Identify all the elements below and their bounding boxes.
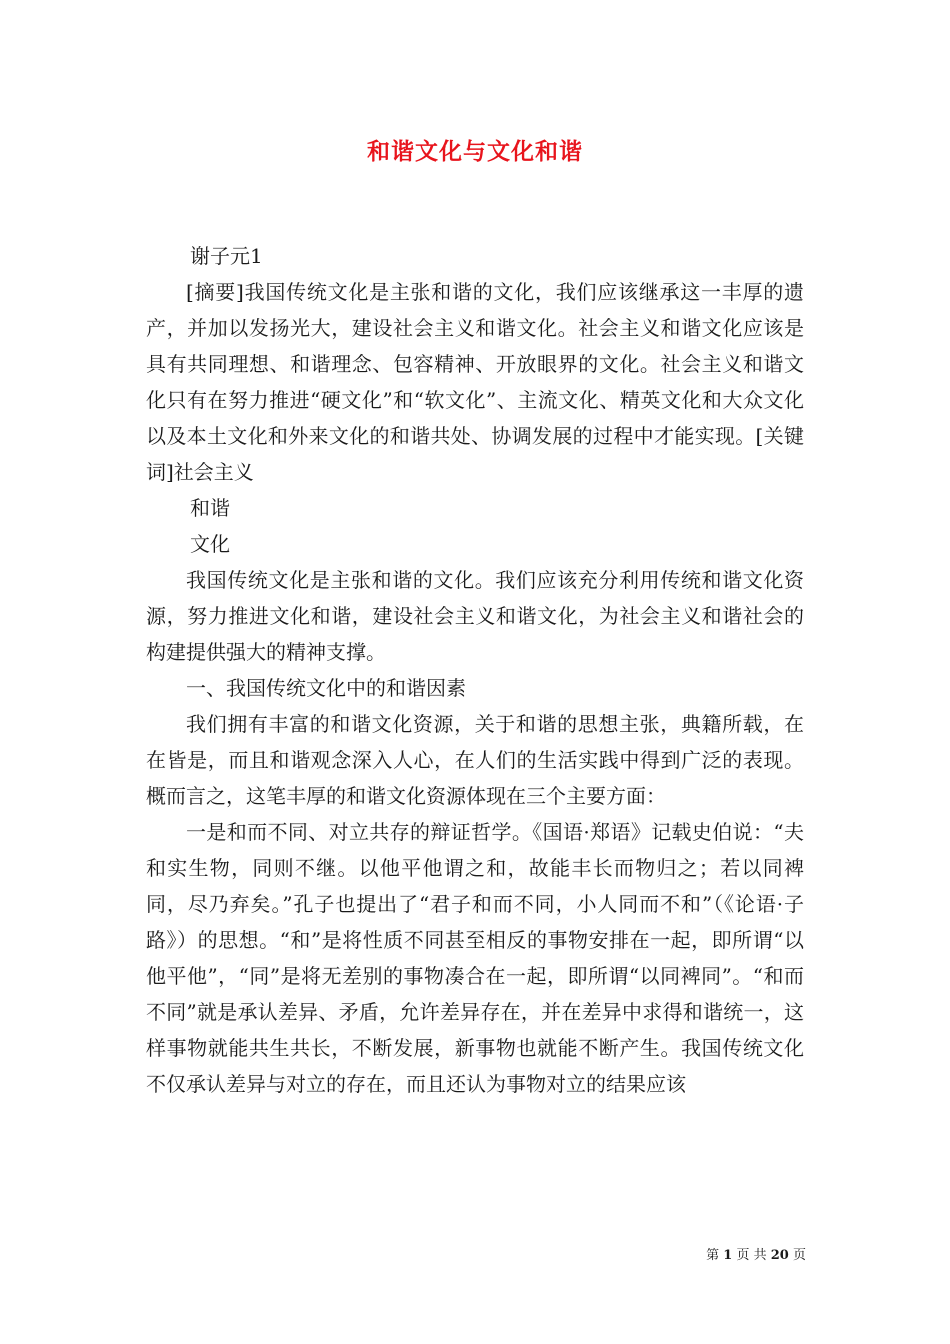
keyword-harmony: 和谐: [190, 496, 230, 520]
author-line: 谢子元1: [190, 244, 263, 268]
footer-current-page: 1: [723, 1248, 733, 1263]
footer-total-pages: 20: [770, 1248, 789, 1263]
body-paragraph-resources: 我们拥有丰富的和谐文化资源，关于和谐的思想主张，典籍所载，在在皆是，而且和谐观念深入人心，在人们的生活实践中得到广泛的表现。概而言之，这笔丰厚的和谐文化资源体现在三个主要方面：: [146, 712, 804, 808]
body-paragraph-dialectics: 一是和而不同、对立共存的辩证哲学。《国语·郑语》记载史伯说：“夫和实生物，同则不继。以他平他谓之和，故能丰长而物归之；若以同裨同，尽乃弃矣。”孔子也提出了“君子和而不同，小人同而不和”（《论语·子路》）的思想。“和”是将性质不同甚至相反的事物安排在一起，即所谓“以他平他”，“同”是将无差别的事物凑合在一起，即所谓“以同裨同”。“和而不同”就是承认差异、矛盾，允许差异存在，并在差异中求得和谐统一，这样事物就能共生共长，不断发展，新事物也就能不断产生。我国传统文化不仅承认差异与对立的存在，而且还认为事物对立的结果应该: [146, 820, 804, 1096]
abstract-paragraph: [摘要]我国传统文化是主张和谐的文化，我们应该继承这一丰厚的遗产，并加以发扬光大，建设社会主义和谐文化。社会主义和谐文化应该是具有共同理想、和谐理念、包容精神、开放眼界的文化。社会主义和谐文化只有在努力推进“硬文化”和“软文化”、主流文化、精英文化和大众文化以及本土文化和外来文化的和谐共处、协调发展的过程中才能实现。[关键词]社会主义: [146, 280, 804, 484]
page-footer: [0, 1244, 806, 1263]
footer-prefix: 第: [706, 1248, 720, 1263]
intro-paragraph: 我国传统文化是主张和谐的文化。我们应该充分利用传统和谐文化资源，努力推进文化和谐，建设社会主义和谐文化，为社会主义和谐社会的构建提供强大的精神支撑。: [146, 568, 804, 664]
keyword-culture: 文化: [190, 532, 230, 556]
document-title: 和谐文化与文化和谐: [367, 138, 583, 165]
footer-middle: 页 共: [736, 1248, 767, 1263]
footer-suffix: 页: [792, 1248, 806, 1263]
document-body: [146, 238, 804, 1102]
section-heading-1: 一、我国传统文化中的和谐因素: [186, 676, 466, 700]
